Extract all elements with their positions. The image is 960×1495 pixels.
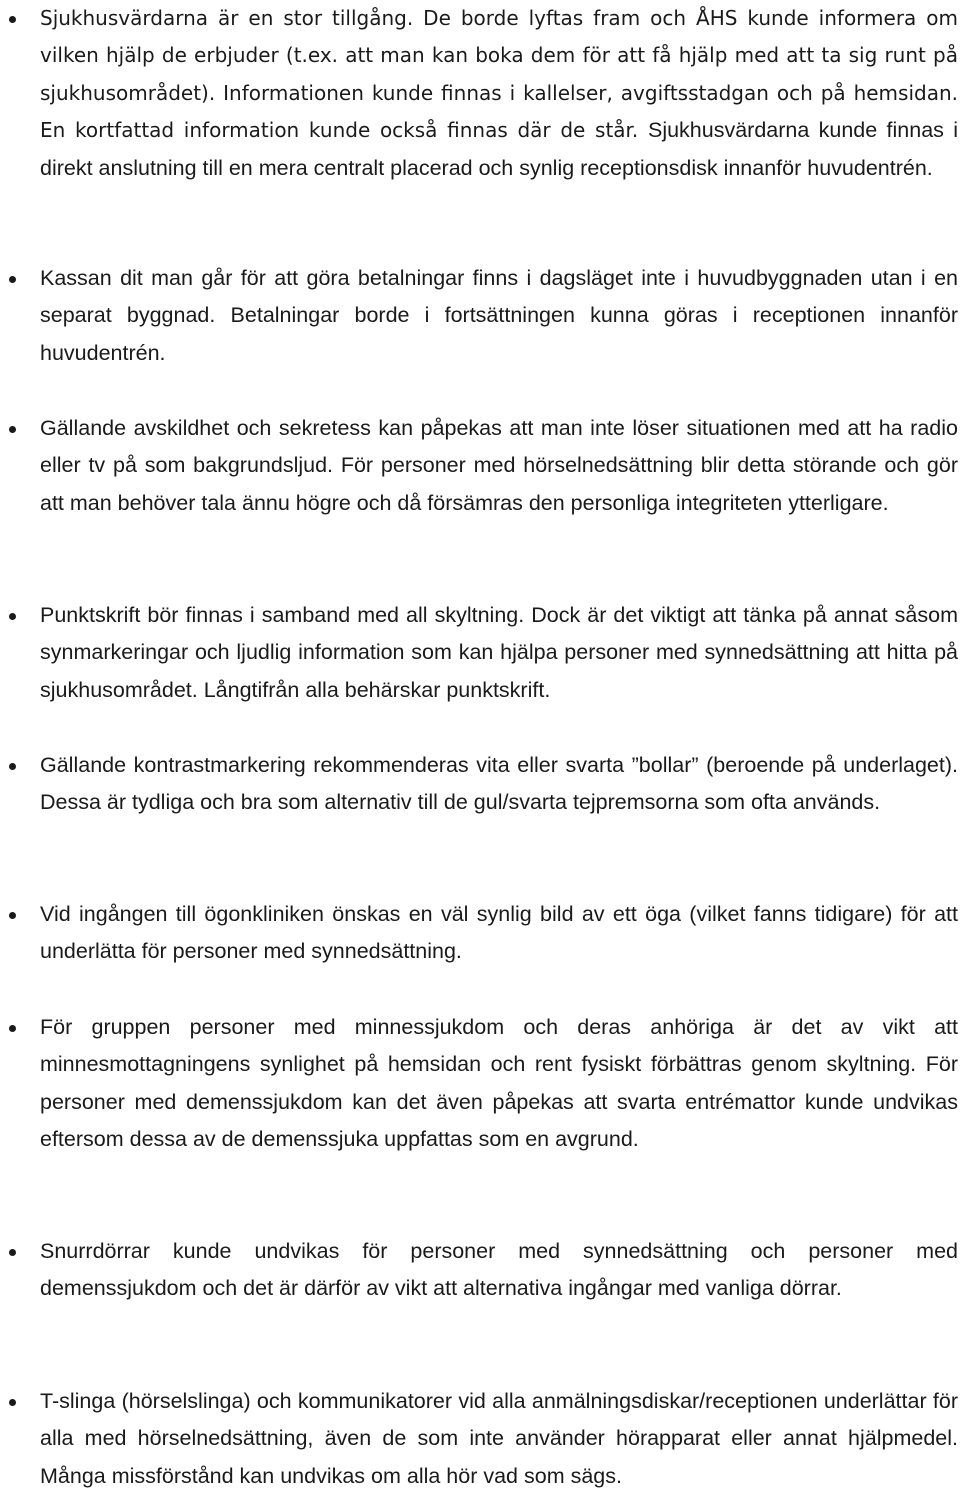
text-segment: För gruppen personer med minnessjukdom och deras anhöriga är det av vikt att minnesmottagningens synlighet på hemsidan och rent fysiskt förbättras genom skyltning. [40, 1015, 958, 1077]
bullet-icon [9, 16, 16, 23]
list-item-snurrdorrar [0, 1233, 960, 1308]
paragraph [40, 1009, 958, 1159]
text-segment: För personer med hörselnedsättning blir detta störande och gör att man behöver tala ännu högre och då försämras den personliga integriteten ytterligare. [40, 453, 958, 515]
text-segment: För personer med demenssjukdom kan det även påpekas att svarta entrémattor kunde undvikas eftersom dessa av de demenssjuka uppfattas som en avgrund. [40, 1052, 958, 1152]
text-segment: Dock är det viktigt att tänka på annat såsom synmarkeringar och ljudlig information som kan hjälpa personer med synnedsättning att hitta på sjukhusområdet. [40, 603, 958, 702]
paragraph [40, 1383, 958, 1495]
list-item-minnessjukdom [0, 1009, 960, 1159]
bullet-icon [9, 426, 16, 433]
bullet-icon [9, 276, 16, 283]
text-segment: Punktskrift bör finnas i samband med all skyltning. [40, 603, 532, 627]
paragraph [40, 1233, 958, 1308]
paragraph [40, 896, 958, 971]
bullet-icon [9, 613, 16, 620]
paragraph [40, 747, 958, 822]
text-segment: Långtifrån alla behärskar punktskrift. [203, 677, 551, 702]
text-segment: Gällande avskildhet och sekretess kan påpekas att man inte löser situationen med att ha radio eller tv på som bakgrundsljud. [40, 416, 958, 478]
paragraph [40, 410, 958, 522]
list-item-sjukhusvardar [0, 0, 960, 187]
text-segment: Kassan dit man går för att göra betalningar finns i dagsläget inte i huvudbyggnaden utan i en separat byggnad. [40, 266, 958, 328]
text-segment: Betalningar borde i fortsättningen kunna göras i receptionen innanför huvudentrén. [40, 303, 958, 365]
text-segment: Snurrdörrar kunde undvikas för personer med synnedsättning och personer med demenssjukdom och det är därför av vikt att alternativa ingångar med vanliga dörrar. [40, 1239, 958, 1301]
text-segment: Sjukhusvärdarna kunde finnas i direkt anslutning till en mera centralt placerad och synlig receptionsdisk innanför huvudentrén. [40, 118, 958, 180]
text-segment: Många missförstånd kan undvikas om alla hör vad som sägs. [40, 1463, 622, 1488]
paragraph [40, 0, 958, 187]
text-segment: Sjukhusvärdarna är en stor tillgång. De borde lyftas fram och ÅHS kunde informera om vilken hjälp de erbjuder (t.ex. att man kan boka dem för att få hjälp med att ta sig runt på sjukhusområdet). Informationen kunde finnas i kallelser, avgiftsstadgan och på hemsidan. En kortfattad information kunde också finnas där de står. [40, 6, 958, 143]
paragraph [40, 597, 958, 709]
text-segment: T-slinga (hörselslinga) och kommunikatorer vid alla anmälningsdiskar/receptionen underlättar för alla med hörselnedsättning, även de som inte använder hörapparat eller annat hjälpmedel. [40, 1389, 958, 1451]
list-item-avskildhet [0, 410, 960, 522]
bullet-icon [9, 912, 16, 919]
list-item-punktskrift [0, 597, 960, 709]
text-segment: Gällande kontrastmarkering rekommenderas vita eller svarta ”bollar” (beroende på underlaget). [40, 753, 958, 777]
paragraph [40, 260, 958, 372]
bullet-icon [9, 763, 16, 770]
bullet-icon [9, 1025, 16, 1032]
text-segment: Vid ingången till ögonkliniken önskas en väl synlig bild av ett öga (vilket fanns tidigare) för att underlätta för personer med synnedsättning. [40, 902, 958, 964]
list-item-kassan [0, 260, 960, 372]
bullet-icon [9, 1399, 16, 1406]
bullet-icon [9, 1249, 16, 1256]
list-item-kontrastmarkering [0, 747, 960, 822]
text-segment: Dessa är tydliga och bra som alternativ till de gul/svarta tejpremsorna som ofta används. [40, 790, 881, 815]
list-item-t-slinga [0, 1383, 960, 1495]
list-item-ogonkliniken [0, 896, 960, 971]
